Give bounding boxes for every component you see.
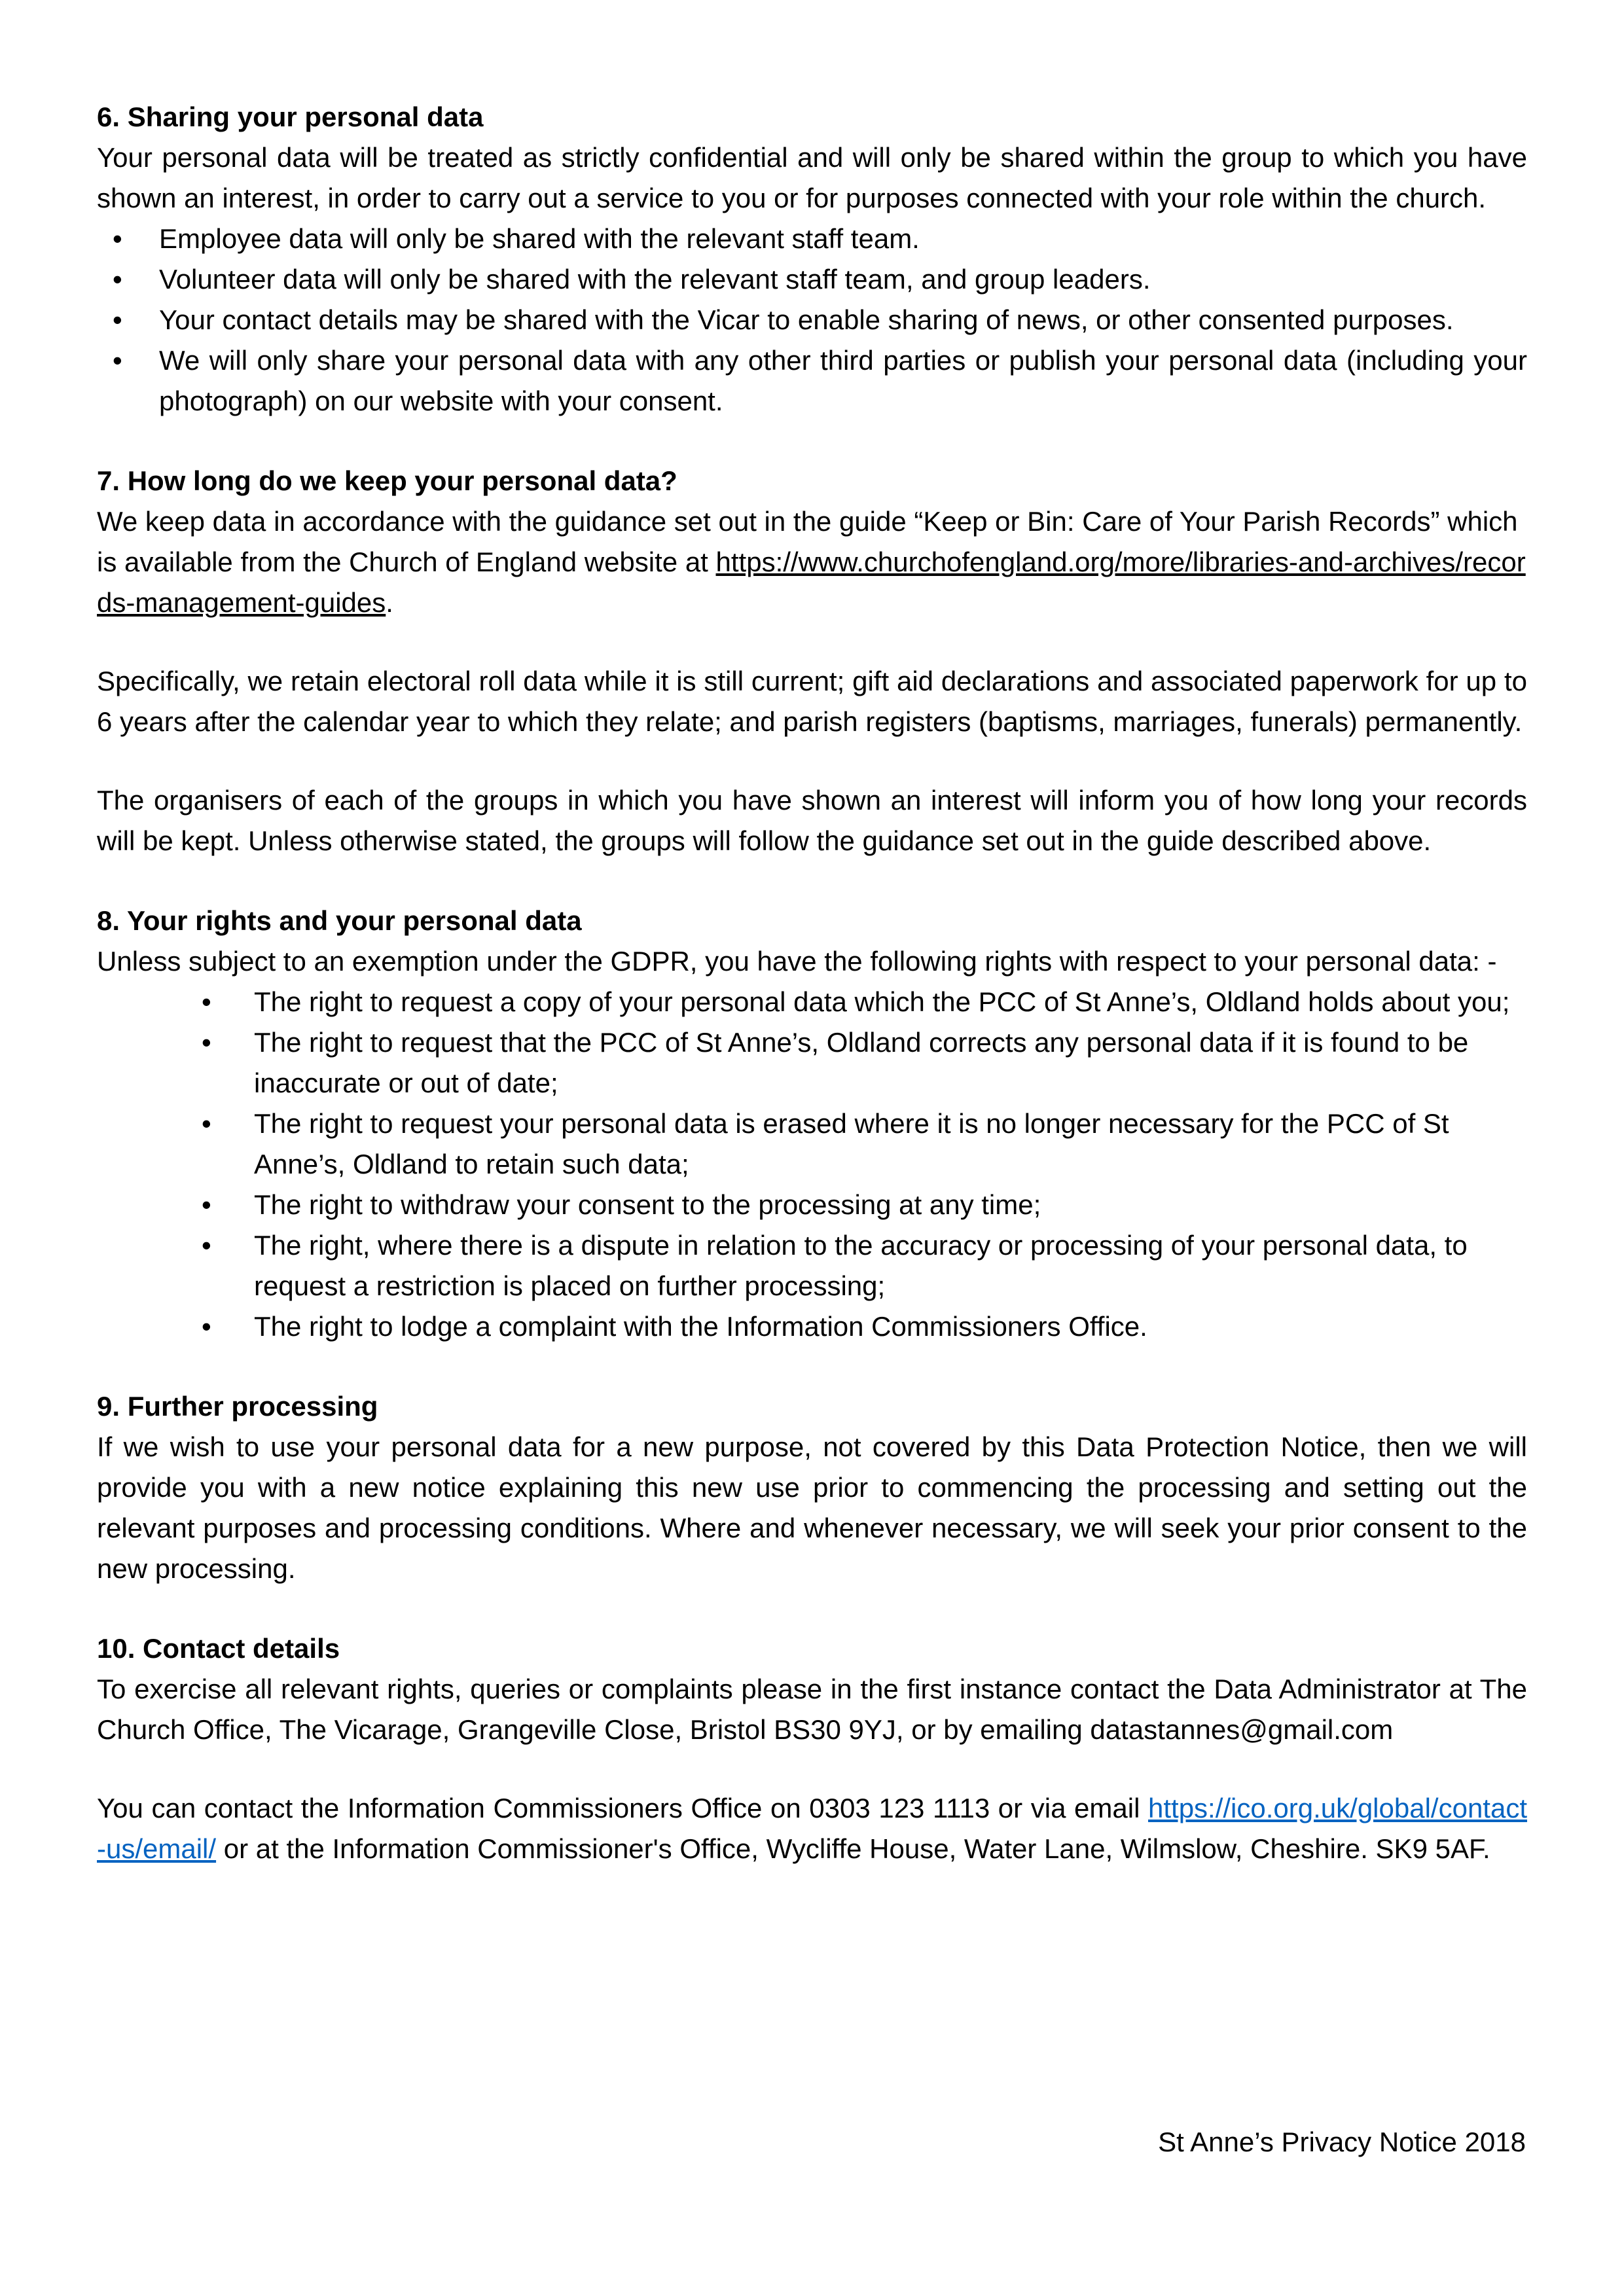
section-10-paragraph-2 — [97, 1788, 1527, 1869]
paragraph-text: or at the Information Commissioner's Office, Wycliffe House, Water Lane, Wilmslow, Cheshire. SK9 5AF. — [216, 1833, 1490, 1864]
section-sharing-personal-data — [97, 97, 1527, 422]
section-8-bullet-list — [97, 982, 1527, 1347]
bullet-item: • Your contact details may be shared with the Vicar to enable sharing of news, or other consented purposes. — [97, 300, 1527, 340]
section-7-paragraph-3: The organisers of each of the groups in which you have shown an interest will inform you of how long your records will be kept. Unless otherwise stated, the groups will follow the guidance set out in the guide described above. — [97, 785, 1527, 856]
ico-contact-link[interactable]: https://ico.org.uk/global/contact-us/email/ — [97, 1793, 1527, 1864]
bullet-item: • The right to request a copy of your personal data which the PCC of St Anne’s, Oldland holds about you; — [97, 982, 1527, 1022]
section-data-retention — [97, 461, 1527, 861]
section-6-intro: Your personal data will be treated as strictly confidential and will only be shared within the group to which you have shown an interest, in order to carry out a service to you or for purposes connected with your role within the church. — [97, 142, 1527, 213]
bullet-item: • The right to request that the PCC of St Anne’s, Oldland corrects any personal data if it is found to be inaccurate or out of date; — [97, 1022, 1527, 1103]
section-contact-details — [97, 1628, 1527, 1869]
paragraph-text: We keep data in accordance with the guidance set out in the guide “Keep or Bin: Care of Your Parish Records” which is available from the Church of England website at — [97, 506, 1518, 577]
section-7-paragraph-1 — [97, 501, 1527, 623]
section-6-bullet-list — [97, 219, 1527, 422]
section-9-paragraph: If we wish to use your personal data for a new purpose, not covered by this Data Protection Notice, then we will provide you with a new notice explaining this new use prior to commencing the processing and setting out the relevant purposes and processing conditions. Where and whenever necessary, we will seek your prior consent to the new processing. — [97, 1431, 1527, 1584]
section-8-heading: 8. Your rights and your personal data — [97, 905, 582, 936]
section-further-processing — [97, 1386, 1527, 1589]
section-9-heading: 9. Further processing — [97, 1391, 378, 1422]
section-7-heading: 7. How long do we keep your personal data? — [97, 465, 677, 496]
bullet-item: • The right to request your personal data is erased where it is no longer necessary for the PCC of St Anne’s, Oldland to retain such data; — [97, 1103, 1527, 1185]
document-footer: St Anne’s Privacy Notice 2018 — [1158, 2126, 1526, 2157]
bullet-item: • Employee data will only be shared with the relevant staff team. — [97, 219, 1527, 259]
paragraph-text: . — [386, 587, 393, 618]
bullet-item: • Volunteer data will only be shared with the relevant staff team, and group leaders. — [97, 259, 1527, 300]
section-8-intro: Unless subject to an exemption under the GDPR, you have the following rights with respect to your personal data: - — [97, 946, 1497, 977]
section-6-heading: 6. Sharing your personal data — [97, 101, 484, 132]
section-7-paragraph-2: Specifically, we retain electoral roll data while it is still current; gift aid declarations and associated paperwork for up to 6 years after the calendar year to which they relate; and parish registers (baptisms, marriages, funerals) permanently. — [97, 666, 1527, 737]
section-your-rights — [97, 901, 1527, 1347]
church-of-england-link[interactable]: https://www.churchofengland.org/more/libraries-and-archives/records-management-guides — [97, 547, 1526, 618]
bullet-item: • The right to withdraw your consent to the processing at any time; — [97, 1185, 1527, 1225]
bullet-item: • We will only share your personal data with any other third parties or publish your personal data (including your photograph) on our website with your consent. — [97, 340, 1527, 422]
bullet-item: • The right to lodge a complaint with the Information Commissioners Office. — [97, 1306, 1527, 1347]
paragraph-text: You can contact the Information Commissioners Office on 0303 123 1113 or via email — [97, 1793, 1148, 1823]
section-10-paragraph-1: To exercise all relevant rights, queries or complaints please in the first instance contact the Data Administrator at The Church Office, The Vicarage, Grangeville Close, Bristol BS30 9YJ, or by emailing datastannes@gmail.com — [97, 1674, 1527, 1745]
section-10-heading: 10. Contact details — [97, 1633, 340, 1664]
bullet-item: • The right, where there is a dispute in relation to the accuracy or processing of your personal data, to request a restriction is placed on further processing; — [97, 1225, 1527, 1306]
